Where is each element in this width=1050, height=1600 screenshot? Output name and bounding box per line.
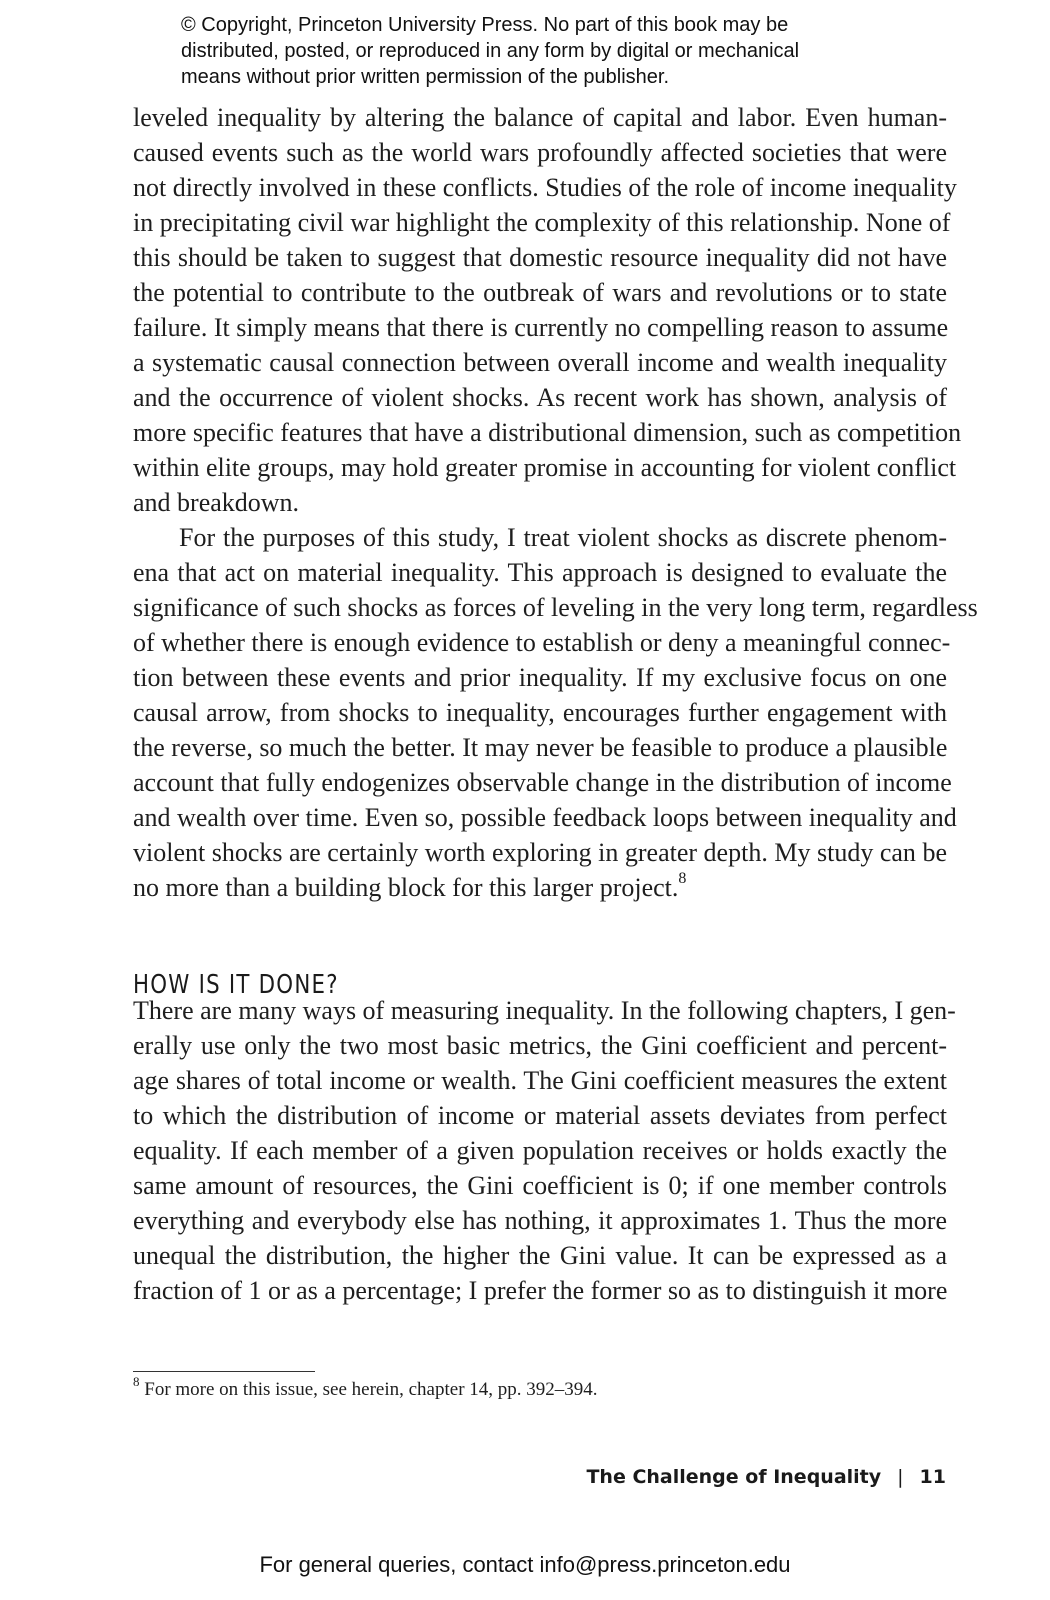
copyright-notice [181, 12, 941, 90]
text-line: a systematic causal connection between overall income and wealth inequality [133, 348, 947, 377]
paragraph-1 [133, 100, 962, 520]
running-footer-separator: | [897, 1466, 904, 1488]
text-line: fraction of 1 or as a percentage; I prefer the former so as to distinguish it more [133, 1276, 948, 1305]
text-line: equality. If each member of a given population receives or holds exactly the [133, 1136, 947, 1165]
footnote-reference[interactable]: 8 [678, 870, 687, 888]
text-line: unequal the distribution, the higher the Gini value. It can be expressed as a [133, 1241, 947, 1270]
footnote-divider [133, 1371, 315, 1372]
text-line: tion between these events and prior inequality. If my exclusive focus on one [133, 663, 947, 692]
text-line: to which the distribution of income or material assets deviates from perfect [133, 1101, 947, 1130]
section-heading: HOW IS IT DONE? [133, 970, 339, 1000]
text-line: and wealth over time. Even so, possible feedback loops between inequality and [133, 803, 957, 832]
text-line: significance of such shocks as forces of leveling in the very long term, regardless [133, 593, 978, 622]
text-line: not directly involved in these conflicts. Studies of the role of income inequality [133, 173, 957, 202]
contact-line: For general queries, contact info@press.princeton.edu [259, 1552, 791, 1577]
text-line: in precipitating civil war highlight the complexity of this relationship. None of [133, 208, 951, 237]
text-line: ena that act on material inequality. This approach is designed to evaluate the [133, 558, 947, 587]
copyright-line: distributed, posted, or reproduced in any form by digital or mechanical [181, 40, 800, 62]
text-line: causal arrow, from shocks to inequality, encourages further engagement with [133, 698, 947, 727]
text-line: this should be taken to suggest that domestic resource inequality did not have [133, 243, 947, 272]
text-line: erally use only the two most basic metrics, the Gini coefficient and percent- [133, 1031, 947, 1060]
running-footer-title: The Challenge of Inequality [586, 1466, 882, 1488]
text-line: For the purposes of this study, I treat violent shocks as discrete phenom- [179, 523, 947, 552]
text-line: the potential to contribute to the outbreak of wars and revolutions or to state [133, 278, 947, 307]
text-line: failure. It simply means that there is currently no compelling reason to assume [133, 313, 949, 342]
text-line: within elite groups, may hold greater promise in accounting for violent conflict [133, 453, 957, 482]
text-line: account that fully endogenizes observable change in the distribution of income [133, 768, 952, 797]
page-number: 11 [919, 1466, 946, 1488]
text-line: more specific features that have a distributional dimension, such as competition [133, 418, 962, 447]
running-footer [586, 1466, 946, 1488]
text-line: There are many ways of measuring inequality. In the following chapters, I gen- [133, 996, 956, 1025]
copyright-line: means without prior written permission of the publisher. [181, 66, 670, 88]
text-line-content: no more than a building block for this larger project. [133, 873, 679, 902]
text-line: age shares of total income or wealth. The Gini coefficient measures the extent [133, 1066, 947, 1095]
text-line: the reverse, so much the better. It may never be feasible to produce a plausible [133, 733, 948, 762]
paragraph-2 [133, 520, 978, 905]
footnote-number: 8 [133, 1373, 140, 1389]
text-line: caused events such as the world wars profoundly affected societies that were [133, 138, 947, 167]
text-line: violent shocks are certainly worth exploring in greater depth. My study can be [133, 838, 947, 867]
copyright-line: © Copyright, Princeton University Press. No part of this book may be [181, 14, 789, 36]
text-line: and the occurrence of violent shocks. As recent work has shown, analysis of [133, 383, 947, 412]
text-line: everything and everybody else has nothing, it approximates 1. Thus the more [133, 1206, 947, 1235]
text-line: and breakdown. [133, 488, 300, 517]
text-line: of whether there is enough evidence to establish or deny a meaningful connec- [133, 628, 951, 657]
footnote [133, 1373, 598, 1403]
paragraph-3 [133, 993, 956, 1308]
text-line [133, 870, 947, 905]
text-line: same amount of resources, the Gini coefficient is 0; if one member controls [133, 1171, 947, 1200]
text-line: leveled inequality by altering the balance of capital and labor. Even human- [133, 103, 947, 132]
footnote-text: For more on this issue, see herein, chapter 14, pp. 392–394. [139, 1379, 598, 1400]
